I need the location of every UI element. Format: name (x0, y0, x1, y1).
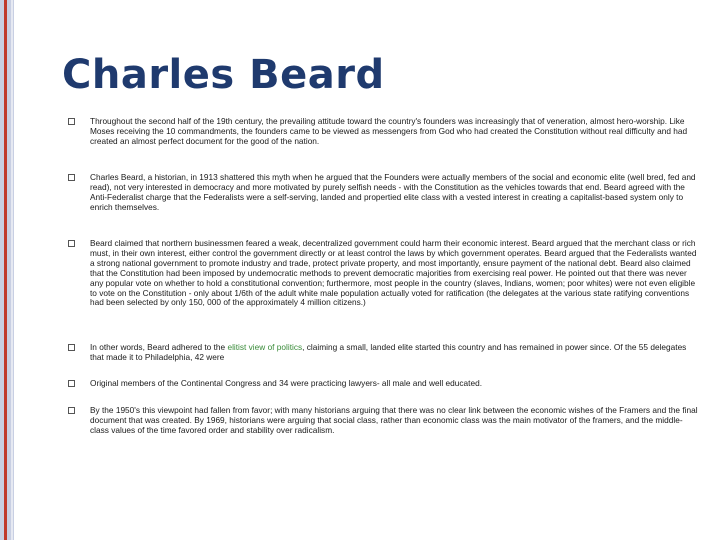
bullet-text-4 (90, 343, 700, 363)
bullet-text-4-after: , claiming a small, landed elite started this country and has remained in power since. Of the 55 delegates that made it to Philadelphia, 42 were (90, 342, 687, 362)
square-bullet-icon (68, 174, 75, 181)
slide-title: Charles Beard (62, 52, 385, 98)
elitist-view-highlight: elitist view of politics (227, 342, 303, 352)
bullet-text-6: By the 1950's this viewpoint had fallen from favor; with many historians arguing that there was no clear link between the economic wishes of the Framers and the final document that was created. By 1969, historians were arguing that social class, rather than economic class was the main motivator of the framers, and the middle-class values of the time favored order and stability over radicalism. (90, 405, 698, 435)
left-accent-stripe (4, 0, 7, 540)
square-bullet-icon (68, 380, 75, 387)
bullet-text-4-before: In other words, Beard adhered to the (90, 342, 228, 352)
left-light-stripe (11, 0, 13, 540)
square-bullet-icon (68, 344, 75, 351)
bullet-text-1: Throughout the second half of the 19th century, the prevailing attitude toward the country's founders was increasingly that of veneration, almost hero-worship. Like Moses receiving the 10 commandments, the founders came to be viewed as messengers from God who had created the Constitution without real difficulty and had created an almost perfect document for the good of the nation. (90, 116, 688, 146)
square-bullet-icon (68, 240, 75, 247)
square-bullet-icon (68, 118, 75, 125)
bullet-text-3: Beard claimed that northern businessmen feared a weak, decentralized government could harm their economic interest. Beard argued that the merchant class or rich must, in their own interest, either control the government directly or at least control the laws by which government operates. Beard argued that the Federalists wanted a strong national government to promote industry and trade, protect private property, and most importantly, ensure payment of the national debt. Beard also claimed that the Constitution had been imposed by undemocratic methods to prevent democratic majorities from exercising real power. He pointed out that there was never any popular vote on whether to hold a constitutional convention; furthermore, most people in the country (slaves, Indians, women; poor whites) were not even eligible to vote on the Constitution - only about 1/6th of the adult white male population actually voted for ratification (the delegates at the various state ratifying conventions had been selected by only 150, 000 of the approximately 4 million citizens.) (90, 238, 697, 308)
bullet-text-2: Charles Beard, a historian, in 1913 shattered this myth when he argued that the Founders were actually members of the social and economic elite (well bred, fed and read), not very interested in democracy and more motivated by purely selfish needs - with the Constitution as the vehicles towards that end. Beard agreed with the Anti-Federalist charge that the Federalists were a self-serving, landed and propertied elite class with a vested interest in creating a capitalist-based system only to enrich themselves. (90, 172, 696, 212)
bullet-text-5: Original members of the Continental Congress and 34 were practicing lawyers- all male and well educated. (90, 378, 482, 388)
square-bullet-icon (68, 407, 75, 414)
